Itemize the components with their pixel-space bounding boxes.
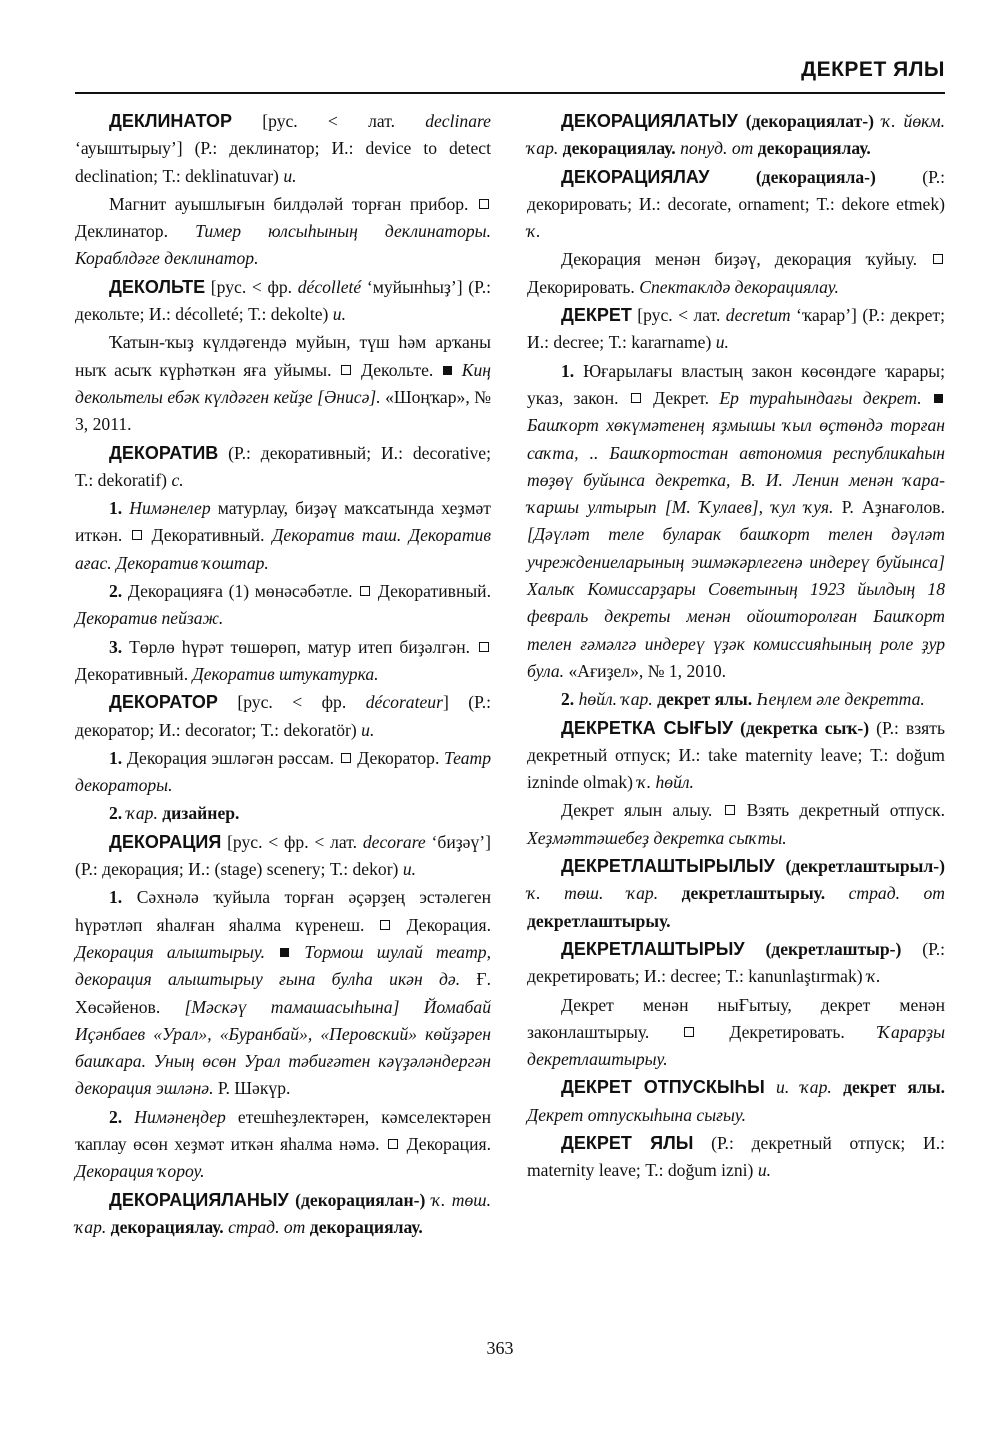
entry-text: декорациялау. [757, 138, 871, 159]
entry-text: Башҡорт хөкүмәтенең яҙмышы ҡыл өҫтөндә торған саҡта, .. Башҡортостан автономия республикаһын төҙөү буйынса декретка, В. И. Ленин менән ҡара-ҡаршы ултырып [М. Ҡулаев], ҡул ҡуя. [527, 415, 945, 518]
entry-text: Декрет отпускыһына сығыу. [527, 1104, 747, 1125]
entry-text: Ер тураһындағы декрет. [719, 387, 932, 408]
entry-text: Декорация алыштырыу. [75, 941, 279, 962]
entry-text: 1. [109, 498, 130, 519]
right-column [527, 108, 945, 1186]
entry-dekorator-1 [75, 745, 491, 800]
headword: ДЕКОРАТОР [109, 692, 218, 713]
entry-text: Декретировать. [696, 1021, 878, 1042]
entry-text: Декорацияға (1) мөнәсәбәтле. [127, 581, 359, 602]
entry-text: Сәхнәлә ҡуйыла торған әҫәрҙең эстәлеген һүрәтләп яһалған яһалма күренеш. [75, 887, 492, 935]
entry-text: (декретлаштырыл-) [774, 856, 945, 877]
entry-text: declinare [425, 111, 491, 131]
entry-text: [рус. < лат. [631, 305, 726, 326]
entry-dekretlashtyryly-head [527, 853, 945, 935]
entry-text: (Р.: взять декретный отпуск; И.: take maternity leave; Т.: doğum izninde olmak) [527, 717, 945, 793]
entry-dekretka-def [527, 797, 945, 852]
entry-text: Төрлө һүрәт төшөрөп, матур итеп биҙәлгән. [129, 636, 477, 657]
russian-equivalent-box-icon [725, 805, 735, 815]
entry-text: с. [171, 469, 184, 490]
headword: ДЕКОРАТИВ [109, 442, 219, 463]
russian-equivalent-box-icon [684, 1027, 694, 1037]
entry-text: 1. [561, 360, 584, 381]
entry-text: 2. [561, 689, 579, 710]
headword: ДЕКОРАЦИЯЛАНЫУ [109, 1189, 289, 1210]
entry-text: Декрет менән ныҒытыу, декрет менән законлаштырыу. [527, 994, 945, 1042]
headword: ДЕКЛИНАТОР [109, 111, 233, 131]
entry-text: ҡар. [126, 803, 163, 824]
entry-yaly-head [527, 1130, 945, 1185]
entry-dekretlashtyryu-head [527, 936, 945, 991]
entry-dek-def [75, 191, 491, 273]
russian-equivalent-box-icon [933, 254, 943, 264]
entry-text: Декорация менән биҙәү, декорация ҡуйыу. [561, 249, 931, 270]
entry-text: и. ҡар. [764, 1077, 844, 1098]
entry-text: декорациялау. [309, 1216, 423, 1237]
entry-text: Декрет ялын алыу. [561, 800, 723, 821]
entry-text: (Р.: декретный отпуск; И.: maternity leave; Т.: doğum izni) [527, 1132, 946, 1181]
entry-text: страд. от [848, 883, 946, 904]
entry-text: Декорация. [400, 1133, 491, 1154]
russian-equivalent-box-icon [388, 1139, 398, 1149]
entry-text: Декорация эшләгән рәссам. [126, 747, 339, 768]
entry-text: ‘ауыштырыу’] (Р.: деклинатор; И.: device to detect declination; Т.: deklinatuvar) [75, 138, 491, 186]
entry-dekorator-2 [75, 800, 491, 827]
entry-text: и. [715, 332, 729, 353]
headword: ДЕКРЕТ ЯЛЫ [561, 1132, 694, 1153]
entry-text: 2. [109, 581, 128, 602]
headword: ДЕКРЕТ [561, 305, 632, 326]
entry-text: ‘биҙәү’] (Р.: декорация; И.: (stage) scenery; Т.: dekor) [75, 831, 492, 880]
entry-text: декорациялау. [110, 1216, 229, 1237]
entry-text: (декорациялат-) [737, 111, 882, 131]
entry-text: ҡ. [867, 966, 881, 987]
quotation-marker-icon [934, 394, 943, 403]
entry-dek-head [75, 108, 491, 190]
russian-equivalent-box-icon [479, 199, 489, 209]
entry-text: Тимер юлсыһының деклинаторы. Кораблдәге деклинатор. [75, 221, 491, 269]
russian-equivalent-box-icon [479, 642, 489, 652]
entry-text: Р. Аҙнағолов. [841, 497, 946, 518]
russian-equivalent-box-icon [132, 530, 142, 540]
entry-text: Хеҙмәттәшебеҙ декретка сыҡты. [527, 827, 787, 848]
entry-text: [рус. < фр. < лат. [221, 831, 363, 852]
entry-text: (Р.: декоративный; И.: decorative; Т.: dekoratif) [75, 442, 491, 490]
entry-dekoraciyalau-def [527, 246, 945, 301]
page-number: 363 [486, 1338, 514, 1358]
entry-text: декорациялау. [562, 138, 681, 159]
entry-text: [Мәскәү тамашасыһына] Йомабай Иҫәнбаев «Урал», «Буранбай», «Перовский» көйҙәрен башҡара. Уның өсөн Урал тәбиғәтен кәүҙәләндергән декорация эшләнә. [75, 996, 491, 1099]
russian-equivalent-box-icon [341, 365, 351, 375]
entry-text: ‘муйынһыҙ’] (Р.: декольте; И.: décolleté; Т.: dekolte) [75, 276, 491, 325]
entry-text: декрет ялы. [843, 1077, 945, 1098]
headword: ДЕКОРАЦИЯЛАТЫУ [561, 111, 738, 131]
entry-text: Декоратив штукатурка. [192, 663, 379, 684]
headword: ДЕКОЛЬТЕ [109, 276, 206, 297]
entry-text: и. [402, 859, 417, 880]
entry-dekoraciya-1 [75, 884, 491, 1102]
entry-text: Нимәнелер [129, 498, 211, 519]
entry-text: (Р.: декретировать; И.: decree; Т.: kanunlaştırmak) [527, 938, 945, 987]
entry-text: Театр декораторы. [75, 747, 492, 796]
entry-text: дизайнер. [162, 803, 240, 824]
entry-text: Декоратор. [352, 747, 444, 768]
entry-text: Р. Шәкүр. [217, 1078, 291, 1099]
entry-text: Декоратив пейзаж. [75, 608, 224, 629]
entry-text: 2. [109, 803, 127, 824]
entry-dekret-1 [527, 358, 945, 686]
headword: ДЕКРЕТКА СЫҒЫУ [561, 717, 734, 738]
entry-text: Ғ. Хөсәйенов. [75, 969, 491, 1017]
entry-dekolte-head [75, 274, 491, 329]
entry-text: 1. [109, 747, 127, 768]
entry-text: һөйл. ҡар. [578, 689, 658, 710]
entry-dekoraciyalatyu-head [527, 108, 945, 163]
entry-dekoraciya-head [75, 829, 491, 884]
entry-text: Декорация. [392, 914, 491, 935]
entry-text: (декорациялан-) [288, 1189, 432, 1210]
entry-text: (декорацияла-) [709, 166, 923, 187]
entry-text: 2. [109, 1106, 135, 1127]
headword: ДЕКОРАЦИЯ [109, 831, 222, 852]
entry-text: Декорация ҡороу. [75, 1161, 205, 1182]
entry-text: декрет ялы. [657, 689, 757, 710]
entry-text: Декоратив таш. Декоратив ағас. Декоратив ҡоштар. [75, 525, 491, 573]
quotation-marker-icon [280, 948, 289, 957]
entry-text: ҡ. төш. ҡар. [527, 883, 682, 904]
entry-dekorativ-head [75, 440, 491, 495]
russian-equivalent-box-icon [360, 586, 370, 596]
entry-text: [рус. < фр. [217, 692, 366, 713]
entry-dekorativ-1 [75, 495, 491, 577]
entry-text: Ҡатын-ҡыҙ күлдәгендә муйын, түш һәм арҡаны ныҡ асыҡ күрһәткән яға уйымы. [75, 332, 491, 380]
entry-text: «Шоңҡар», № 3, 2011. [75, 386, 491, 435]
entry-text: Деклинатор. [75, 221, 196, 242]
entry-text: Декрет. [642, 387, 720, 408]
entry-text: ‘ҡарар’] (Р.: декрет; И.: decree; Т.: kararname) [527, 305, 945, 353]
entry-text: ҡ. һөйл. [637, 772, 694, 793]
entry-text: Киң декольтелы ебәк күлдәген кейҙе [Әнисә]. [75, 359, 491, 407]
entry-text: етешһеҙлектәрен, кәмселектәрен ҡаплау өсөн хеҙмәт иткән яһалма нәмә. [75, 1106, 491, 1154]
entry-text: Декольте. [353, 359, 442, 380]
entry-dekret-2 [527, 686, 945, 713]
entry-text: ҡ. [527, 221, 541, 242]
russian-equivalent-box-icon [380, 920, 390, 930]
entry-text: Һеңлем әле декретта. [756, 689, 925, 710]
entry-text: декретлаштырыу. [681, 883, 849, 904]
entry-dekorativ-3 [75, 634, 491, 689]
entry-dekorator-head [75, 689, 491, 744]
entry-dekretlashtyryu-def [527, 992, 945, 1074]
entry-text: ҡ. йөкм. ҡар. [527, 111, 945, 159]
entry-text: «Ағиҙел», № 1, 2010. [568, 660, 727, 681]
entry-text: [рус. < фр. [205, 276, 298, 297]
entry-text: ] (Р.: декоратор; И.: decorator; Т.: dekoratör) [75, 692, 491, 740]
russian-equivalent-box-icon [341, 753, 351, 763]
entry-text: страд. от [228, 1216, 310, 1237]
headword: ДЕКРЕТЛАШТЫРЫЛЫУ [561, 856, 775, 877]
entry-text: ҡ. төш. ҡар. [75, 1189, 491, 1237]
left-column [75, 108, 491, 1242]
entry-dekoraciyalau-head [527, 164, 945, 246]
entry-dekolte-def [75, 329, 491, 438]
entry-dekorativ-2 [75, 578, 491, 633]
headword: ДЕКРЕТЛАШТЫРЫУ [561, 938, 745, 959]
entry-text: Юғарылағы властың закон көсөндәге ҡарары; указ, закон. [527, 360, 945, 408]
headword: ДЕКОРАЦИЯЛАУ [561, 166, 710, 187]
entry-text: Декоративный. [75, 663, 193, 684]
entry-text: decorare [362, 831, 426, 852]
entry-text: decretum [725, 305, 791, 326]
entry-dekoraciya-2 [75, 1104, 491, 1186]
entry-text: [рус. < лат. [232, 111, 426, 131]
headword: ДЕКРЕТ ОТПУСКЫҺЫ [561, 1077, 765, 1098]
entry-text: 1. [109, 887, 137, 908]
entry-text: и. [332, 304, 346, 325]
russian-equivalent-box-icon [631, 393, 641, 403]
entry-text: матурлау, биҙәү маҡсатында хеҙмәт иткән. [75, 498, 491, 546]
entry-dekretka-head [527, 715, 945, 797]
entry-text: и. [757, 1160, 772, 1181]
entry-text: Взять декретный отпуск. [736, 800, 945, 821]
quotation-marker-icon [443, 366, 452, 375]
entry-dekoraciyalanyu-head [75, 1187, 491, 1242]
entry-text: (Р.: декорировать; И.: decorate, ornament; Т.: dekore etmek) [527, 166, 945, 214]
entry-text: Декоративный. [372, 581, 491, 602]
running-header [75, 58, 945, 94]
entry-text: décorateur [365, 692, 443, 713]
entry-text: (декретлаштыр-) [744, 938, 923, 959]
entry-text: Магнит ауышлығын билдәләй торған прибор. [109, 193, 477, 214]
entry-text: и. [361, 719, 375, 740]
entry-dekret-head [527, 302, 945, 357]
entry-text: понуд. от [680, 138, 758, 159]
entry-otpusk-head [527, 1074, 945, 1129]
entry-text: и. [283, 165, 297, 186]
entry-text: Нимәнеңдер [134, 1106, 226, 1127]
entry-text: [Дәүләт теле буларак башҡорт телен дәүләт учреждениеларының эшмәкәрлегенә индереү буйынса] Халыҡ Комиссарҙары Советының 1923 йылдың 18 февраль декреты менән ойошторолған Башҡорт телен ғәмәлгә индереү үҙәк комиссияһының роле ҙур була. [527, 524, 945, 681]
entry-text: Ҡарарҙы декретлаштырыу. [527, 1021, 945, 1070]
entry-text: Декорировать. [527, 276, 640, 297]
entry-text: Декоративный. [143, 525, 273, 546]
entry-text: Спектаклдә декорациялау. [639, 276, 839, 297]
entry-text: décolleté [297, 276, 362, 297]
entry-text: Тормош шулай театр, декорация алыштырыу ғына булһа икән дә. [75, 941, 491, 990]
entry-text: 3. [109, 636, 130, 657]
header-title: ДЕКРЕТ ЯЛЫ [801, 58, 945, 81]
entry-text: (декретка сыҡ-) [733, 717, 877, 738]
entry-text: декретлаштырыу. [527, 910, 671, 931]
